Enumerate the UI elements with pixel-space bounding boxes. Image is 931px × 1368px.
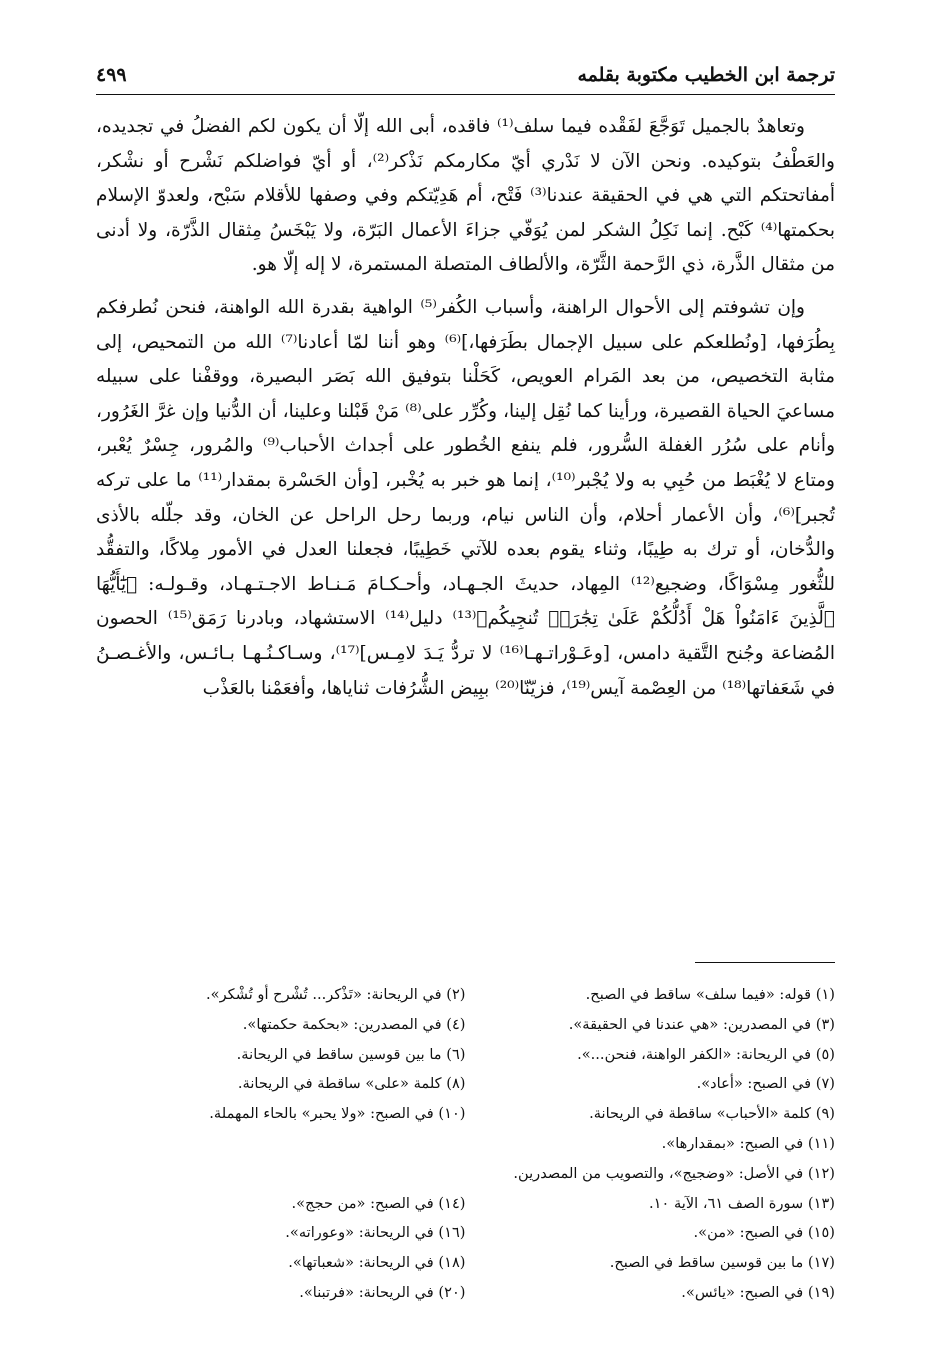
footnote-row — [96, 1159, 835, 1189]
running-title: ترجمة ابن الخطيب مكتوبة بقلمه — [577, 64, 835, 86]
paragraph-2: وإن تشوفتم إلى الأحوال الراهنة، وأسباب الكُفر⁽⁵⁾ الواهية بقدرة الله الواهنة، فنحن نُطرفكم بِطُرَفها، [ونُطلعكم على سبيل الإجمال بطَرَفها،]⁽⁶⁾ وهو أننا لمّا أعادنا⁽⁷⁾ الله من التمحيص، إلى مثابة التخصيص، من بعد المَرام العويص، كَحَلْنا بتوفيق الله بَصَر البصيرة، ووقفْنا على سبيله مساعيَ الحياة القصيرة، ورأينا كما نُقِل إلينا، وكُرِّر على⁽⁸⁾ مَنْ قَبْلنا وعلينا، أن الدُّنيا وإن غرَّ الغَرُور، وأنام على سُرُر الغفلة السُّرور، فلم ينفع الخُطور على أجداث الأحباب⁽⁹⁾ والمُرور، جِسْرٌ يُعْبر، ومتاع لا يُغْبَط من حُبِي به ولا يُجْبر⁽¹⁰⁾، إنما هو خبر به يُخْبر، [وأن الحَسْرة بمقدار⁽¹¹⁾ ما على تركه تُجبر]⁽⁶⁾، وأن الأعمار أحلام، وأن الناس نيام، وربما رحل الراحل عن الخان، وقد جلّله بالأذى والدُّخان، أو ترك به طِيبًا، وثناء يقوم بعده للآتي خَطِيبًا، فجعلنا العدل في الأمور مِلاكًا، والتفقُّد للثُّغور مِسْوَاكًا، وضجيع⁽¹²⁾ المِهاد، حديثَ الجـهـاد، وأحـكـامَ مَـنـاط الاجـتـهـاد، وقـولـه: ﴿يَٰٓأَيُّهَا ٱلَّذِينَ ءَامَنُواْ هَلْ أَدُلُّكُمْ عَلَىٰ تِجَٰرَةٖ تُنجِيكُم﴾⁽¹³⁾ دليل⁽¹⁴⁾ الاستشهاد، وبادرنا رَمَق⁽¹⁵⁾ الحصون المُضاعة وجُنح التَّقية دامس، [وعَـوْراتـهـا⁽¹⁶⁾ لا تردُّ يَـدَ لامِـس]⁽¹⁷⁾، وسـاكـنُـهـا بـائـس، والأغـصـنُ في شَعَفاتها⁽¹⁸⁾ من العِصْمة آيس⁽¹⁹⁾، فزيّنّا⁽²⁰⁾ ببِيض الشُّرُفات ثناياها، وأفعَمْنا بالعَذْب — [96, 296, 836, 699]
footnote-5: (٥) في الريحانة: «الكفر الواهنة، فنحن...». — [577, 1045, 835, 1063]
footnote-row — [96, 980, 835, 1010]
footnote-row — [96, 1099, 835, 1129]
footnote-3: (٣) في المصدرين: «هي عندنا في الحقيقة». — [568, 1015, 835, 1033]
footnote-12: (١٢) في الأصل: «وضجيج»، والتصويب من المصدرين. — [513, 1164, 835, 1182]
footnote-7: (٧) في الصبح: «أعاد». — [696, 1075, 835, 1093]
footnote-18: (١٨) في الريحانة: «شعباتها». — [288, 1254, 466, 1272]
footnote-15: (١٥) في الصبح: «من». — [693, 1224, 835, 1242]
footnote-17: (١٧) ما بين قوسين ساقط في الصبح. — [609, 1254, 835, 1272]
footnote-4: (٤) في المصدرين: «بحكمة حكمتها». — [242, 1015, 466, 1033]
footnote-1: (١) قوله: «فيما سلف» ساقط في الصبح. — [585, 986, 835, 1003]
footnote-11: (١١) في الصبح: «بمقدارها». — [661, 1134, 835, 1152]
footnote-20: (٢٠) في الريحانة: «فرتبنا». — [299, 1283, 466, 1301]
footnote-row — [96, 1218, 835, 1248]
body-text — [96, 110, 835, 706]
footnote-6: (٦) ما بين قوسين ساقط في الريحانة. — [236, 1045, 466, 1063]
footnote-row — [96, 1069, 835, 1099]
footnote-16: (١٦) في الريحانة: «وعوراته». — [285, 1224, 466, 1242]
footnote-8: (٨) كلمة «على» ساقطة في الريحانة. — [237, 1075, 466, 1093]
footnote-2: (٢) في الريحانة: «تَذْكر... تُشْرح أو تُشْكر». — [206, 986, 466, 1003]
page-header — [96, 56, 835, 95]
footnote-row — [96, 1248, 835, 1278]
footnote-14: (١٤) في الصبح: «من حجج». — [291, 1194, 466, 1212]
footnote-13: (١٣) سورة الصف ٦١، الآية ١٠. — [648, 1194, 835, 1212]
footnote-row — [96, 1010, 835, 1040]
footnote-19: (١٩) في الصبح: «يائس». — [681, 1283, 835, 1301]
footnotes — [96, 980, 835, 1308]
paragraph-1: وتعاهدٌ بالجميل تَوَجَّعَ لفَقْده فيما سلف⁽¹⁾ فاقده، أبى الله إلّا أن يكون لكم الفضلُ في تجديده، والعَطْفُ بتوكيده. ونحن الآن لا نَدْري أيّ مكارمكم نَذْكر⁽²⁾، أو أيّ فواضلكم نَشْرح أو نشْكر، أمفاتحتكم التي هي في الحقيقة عندنا⁽³⁾ فَتْح، أم هَدِيّتكم وفي وصفها للأقلام سَبْح، ولعدوّ الإسلام بحكمتها⁽⁴⁾ كَبْح. إنما نَكِلُ الشكر لمن يُوَفّي جزاءَ الأعمال البَرّة، ولا يَبْخَسُ مِثقال الذَّرّة، ولا أدنى من مثقال الذَّرة، ذي الرَّحمة الثَّرّة، والألطاف المتصلة المستمرة، لا إله إلّا هو. — [96, 116, 836, 276]
footnote-separator — [695, 962, 835, 963]
page-number: ٤٩٩ — [96, 64, 127, 86]
footnote-9: (٩) كلمة «الأحباب» ساقطة في الريحانة. — [589, 1105, 835, 1123]
footnote-row — [96, 1189, 835, 1219]
footnote-row — [96, 1129, 835, 1159]
footnote-row — [96, 1040, 835, 1070]
footnote-row — [96, 1278, 835, 1308]
footnote-10: (١٠) في الصبح: «ولا يحبر» بالحاء المهملة. — [209, 1105, 466, 1123]
